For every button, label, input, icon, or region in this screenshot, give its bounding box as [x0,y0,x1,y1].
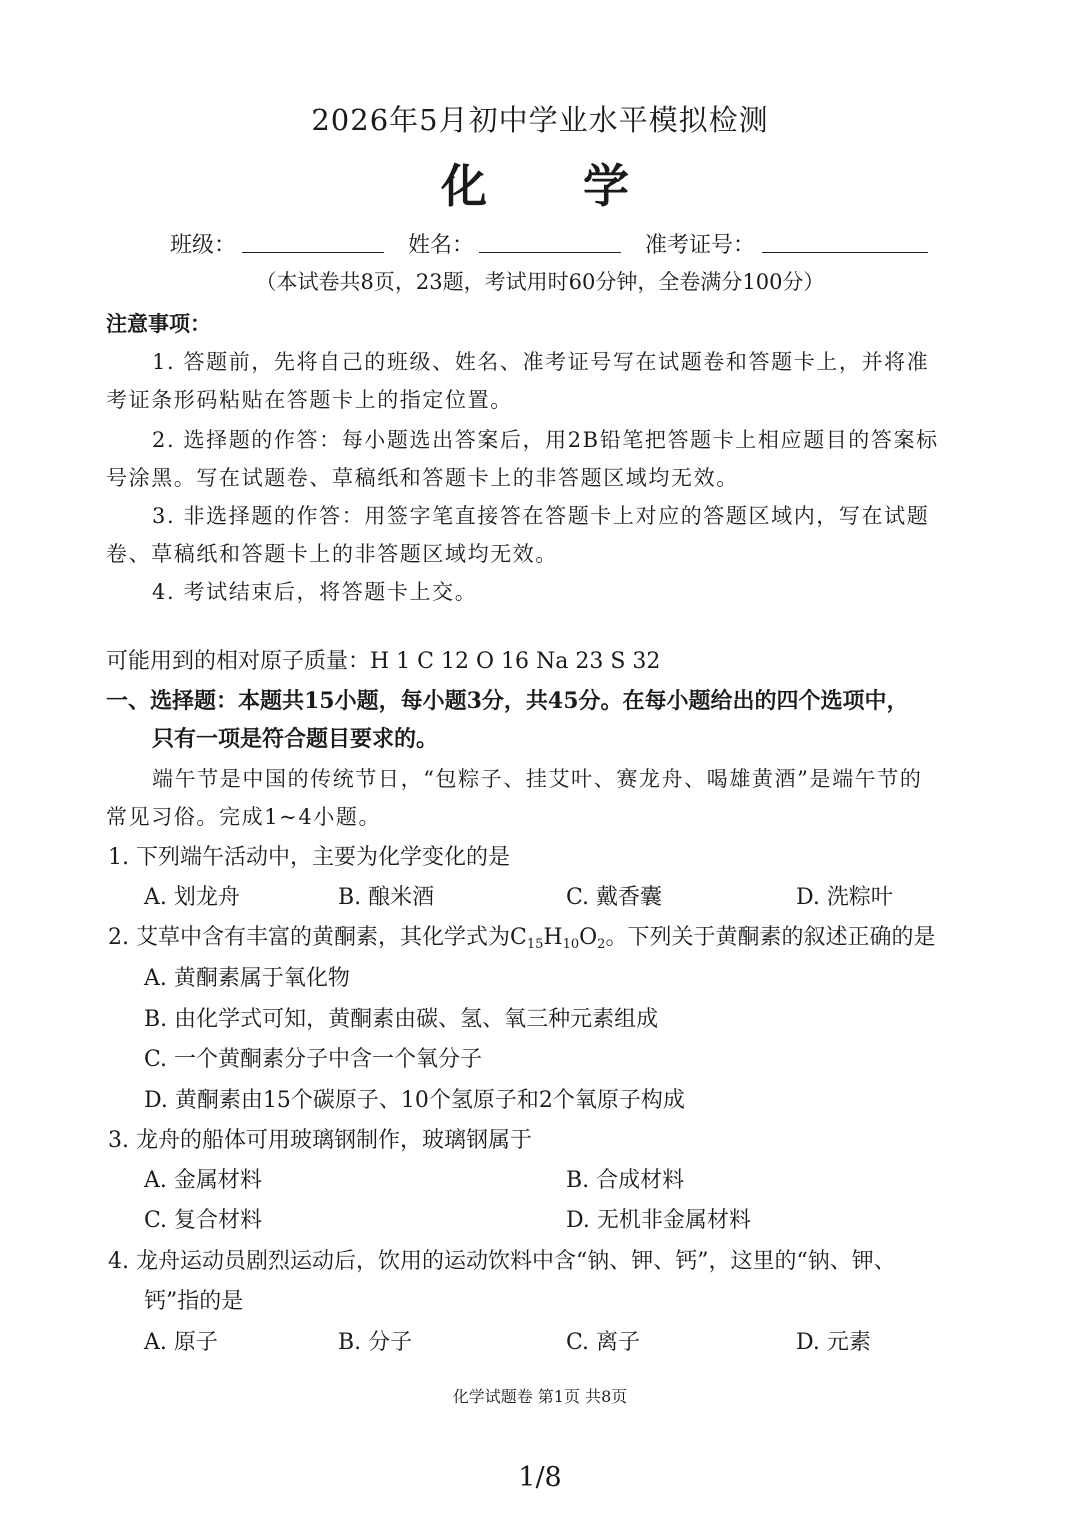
question-2 [108,920,935,951]
q2-option-d: D. 黄酮素由15个碳原子、10个氢原子和2个氧原子构成 [144,1088,685,1113]
note-line: 卷、草稿纸和答题卡上的非答题区域均无效。 [106,542,558,566]
question-4: 4. 龙舟运动员剧烈运动后，饮用的运动饮料中含“钠、钾、钙”，这里的“钠、钾、 [108,1249,896,1274]
note-line: 1. 答题前，先将自己的班级、姓名、准考证号写在试题卷和答题卡上，并将准 [152,350,930,374]
page-footer: 化学试题卷 第1页 共8页 [452,1387,628,1406]
question-1: 1. 下列端午活动中，主要为化学变化的是 [108,845,510,870]
q1-option-c: C. 戴香囊 [566,885,663,910]
formula-subscript: 10 [562,937,580,952]
notes-title: 注意事项： [106,311,211,336]
q2-option-a: A. 黄酮素属于氧化物 [144,966,350,991]
q4-option-d: D. 元素 [796,1330,871,1355]
formula-subscript: 15 [526,937,544,952]
id-blank[interactable] [762,252,928,253]
q2-stem-start: 2. 艾草中含有丰富的黄酮素，其化学式为C [108,925,527,950]
note-line: 3. 非选择题的作答：用签字笔直接答在答题卡上对应的答题区域内，写在试题 [152,504,930,528]
note-line: 号涂黑。写在试题卷、草稿纸和答题卡上的非答题区域均无效。 [106,466,739,490]
q1-option-d: D. 洗粽叶 [796,885,893,910]
intro-text: 端午节是中国的传统节日，“包粽子、挂艾叶、赛龙舟、喝雄黄酒”是端午节的 [152,767,923,791]
q2-stem-end: 。下列关于黄酮素的叙述正确的是 [605,925,936,950]
formula-subscript: 2 [597,937,606,952]
intro-text: 常见习俗。完成1~4小题。 [106,805,382,829]
q2-option-c: C. 一个黄酮素分子中含一个氧分子 [144,1047,483,1072]
class-blank[interactable] [242,252,384,253]
q3-option-d: D. 无机非金属材料 [566,1208,751,1233]
q4-option-b: B. 分子 [338,1330,413,1355]
formula-element: H [543,925,563,950]
page-number: 1/8 [518,1462,562,1493]
exam-title: 2026年5月初中学业水平模拟检测 [311,103,769,137]
section-heading-cont: 只有一项是符合题目要求的。 [152,726,439,752]
formula-element: O [579,925,598,950]
question-3: 3. 龙舟的船体可用玻璃钢制作，玻璃钢属于 [108,1128,532,1153]
q1-option-b: B. 酿米酒 [338,885,435,910]
q3-option-a: A. 金属材料 [144,1168,262,1193]
note-line: 考证条形码粘贴在答题卡上的指定位置。 [106,388,513,412]
q3-option-b: B. 合成材料 [566,1168,685,1193]
question-4-cont: 钙”指的是 [144,1289,244,1314]
id-label: 准考证号： [645,233,756,258]
name-label: 姓名： [408,233,475,258]
note-line: 4. 考试结束后，将答题卡上交。 [152,580,478,604]
q4-option-c: C. 离子 [566,1330,641,1355]
q1-option-a: A. 划龙舟 [144,885,240,910]
name-blank[interactable] [479,252,621,253]
atomic-masses: 可能用到的相对原子质量：H 1 C 12 O 16 Na 23 S 32 [106,649,661,674]
q2-option-b: B. 由化学式可知，黄酮素由碳、氢、氧三种元素组成 [144,1007,659,1032]
subject-title: 化 学 [440,159,669,213]
q3-option-c: C. 复合材料 [144,1208,263,1233]
section-heading: 一、选择题：本题共15小题，每小题3分，共45分。在每小题给出的四个选项中， [106,688,909,714]
exam-info: （本试卷共8页，23题，考试用时60分钟，全卷满分100分） [255,270,825,294]
q4-option-a: A. 原子 [144,1330,218,1355]
note-line: 2. 选择题的作答：每小题选出答案后，用2B铅笔把答题卡上相应题目的答案标 [152,428,939,452]
class-label: 班级： [170,233,237,258]
